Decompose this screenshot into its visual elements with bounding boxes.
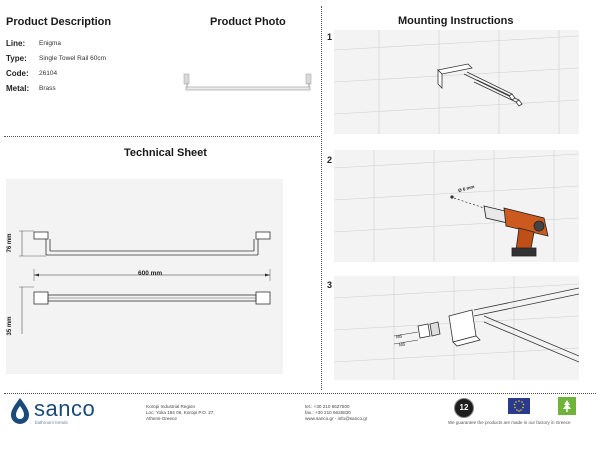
step-2-number: 2 [327, 155, 333, 165]
address-line: Koropi Industrial Region [146, 404, 196, 409]
vertical-divider [321, 6, 322, 390]
fax-line: fax.: +30 210 6626830 [305, 410, 351, 415]
company-contact [305, 404, 415, 422]
step-1-illustration [334, 30, 579, 134]
step-1-panel [334, 30, 579, 134]
step-2-panel [334, 150, 579, 262]
left-horizontal-divider [4, 136, 320, 137]
warranty-badge [454, 398, 474, 418]
type-value: Single Towel Rail 60cm [39, 55, 107, 62]
company-address [146, 404, 256, 422]
tel-line: tel.: +30 210 6627500 [305, 404, 350, 409]
step-3-panel [334, 276, 579, 380]
sanco-logo-icon [8, 397, 32, 425]
top-view [19, 287, 270, 334]
product-photo-towel-rail [178, 72, 318, 96]
width-dimension-label: 600 mm [138, 270, 163, 277]
metal-value: Brass [39, 85, 56, 92]
depth-dimension-label: 35 mm [7, 316, 13, 336]
screw-label-2: M5 [398, 341, 406, 348]
product-description-heading: Product Description [6, 16, 112, 28]
web-line[interactable]: www.sanco.gr - info@sanco.gr [305, 416, 368, 421]
type-label: Type: [6, 54, 27, 63]
step-3-illustration [334, 276, 579, 380]
code-value: 26104 [39, 70, 58, 77]
step-1-number: 1 [327, 32, 333, 42]
height-dimension-label: 76 mm [7, 233, 13, 253]
step-3-number: 3 [327, 280, 333, 290]
product-photo-heading: Product Photo [210, 16, 286, 28]
guarantee-text: We guarantee the products are made in our factory in Greece [448, 420, 571, 425]
brand-tagline: bathroom trends [35, 420, 68, 425]
code-label: Code: [6, 69, 29, 78]
eco-label-icon [558, 397, 576, 415]
warranty-years: 12 [459, 403, 469, 412]
line-value: Enigma [39, 40, 62, 47]
drill-size-label: Ø 6 mm [457, 183, 475, 194]
address-line: Athens-Greece [146, 416, 177, 421]
line-label: Line: [6, 39, 26, 48]
technical-sheet-heading: Technical Sheet [124, 147, 207, 159]
eu-flag-icon [508, 398, 530, 414]
mounting-instructions-heading: Mounting Instructions [398, 15, 514, 27]
screw-label-1: M5 [395, 333, 403, 340]
metal-label: Metal: [6, 84, 30, 93]
address-line: Loc: Yoka 194 06, Koropi P.O. 27, [146, 410, 215, 415]
footer-divider [4, 393, 596, 394]
brand-name: sanco [34, 396, 96, 421]
step-2-illustration [334, 150, 579, 262]
